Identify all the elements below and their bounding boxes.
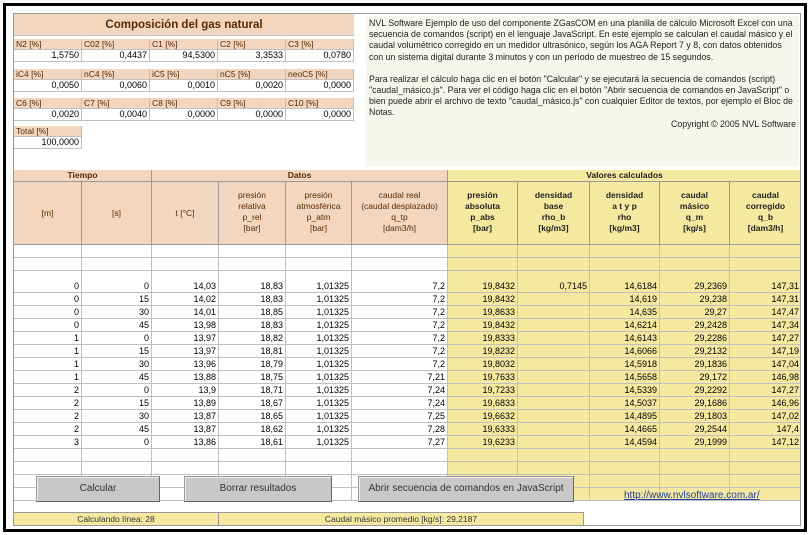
empty-cell[interactable]	[590, 258, 660, 271]
component-value[interactable]: 0,0000	[286, 109, 354, 121]
composicion-title: Composición del gas natural	[14, 14, 354, 36]
table-cell[interactable]: 13,97	[152, 345, 219, 358]
component-label: nC4 [%]	[82, 69, 150, 80]
empty-cell[interactable]	[14, 449, 82, 462]
col-presion-absoluta	[448, 182, 518, 245]
empty-cell[interactable]	[219, 258, 286, 271]
table-cell[interactable]	[518, 423, 590, 436]
header-line: q_m	[685, 212, 704, 222]
table-cell[interactable]: 1,01325	[286, 397, 352, 410]
component-label: C02 [%]	[82, 39, 150, 50]
component-label: C7 [%]	[82, 98, 150, 109]
header-line: caudal	[681, 190, 708, 200]
table-cell[interactable]: 1	[14, 371, 82, 384]
empty-cell[interactable]	[352, 245, 448, 258]
empty-cell[interactable]	[82, 449, 152, 462]
empty-cell[interactable]	[660, 245, 730, 258]
table-cell[interactable]: 7,24	[352, 397, 448, 410]
table-cell[interactable]: 1,01325	[286, 358, 352, 371]
empty-cell[interactable]	[730, 245, 801, 258]
empty-cell[interactable]	[286, 449, 352, 462]
table-cell[interactable]: 18,65	[219, 410, 286, 423]
component-value[interactable]: 0,0000	[218, 109, 286, 121]
empty-cell[interactable]	[14, 258, 82, 271]
table-cell[interactable]: 147,12	[730, 436, 801, 449]
table-cell[interactable]: 19,8232	[448, 345, 518, 358]
empty-cell[interactable]	[518, 258, 590, 271]
col-caudal-real	[352, 182, 448, 245]
empty-cell[interactable]	[730, 475, 801, 488]
table-cell[interactable]: 29,1836	[660, 358, 730, 371]
table-cell[interactable]: 1,01325	[286, 384, 352, 397]
header-line: absoluta	[465, 201, 500, 211]
table-cell[interactable]: 29,2132	[660, 345, 730, 358]
header-line: caudal real	[378, 190, 421, 200]
table-cell[interactable]	[518, 384, 590, 397]
spreadsheet	[13, 13, 801, 526]
component-value[interactable]: 0,0060	[82, 80, 150, 92]
table-cell[interactable]: 147,31	[730, 293, 801, 306]
table-cell[interactable]: 13,86	[152, 436, 219, 449]
header-line: base	[543, 201, 564, 211]
table-cell[interactable]: 29,1803	[660, 410, 730, 423]
table-cell[interactable]: 2	[14, 423, 82, 436]
empty-cell[interactable]	[152, 245, 219, 258]
table-cell[interactable]: 147,47	[730, 306, 801, 319]
col-presion-relativa	[219, 182, 286, 245]
component-value[interactable]: 0,0020	[218, 80, 286, 92]
table-cell[interactable]: 45	[82, 423, 152, 436]
header-line: p_rel	[242, 212, 262, 222]
table-cell[interactable]: 19,6233	[448, 436, 518, 449]
table-cell[interactable]: 147,27	[730, 384, 801, 397]
table-cell[interactable]: 14,02	[152, 293, 219, 306]
empty-cell[interactable]	[660, 258, 730, 271]
abrir-script-button[interactable]: Abrir secuencia de comandos en JavaScript	[358, 476, 574, 502]
table-cell[interactable]: 146,98	[730, 371, 801, 384]
table-cell[interactable]: 18,83	[219, 319, 286, 332]
table-cell[interactable]	[518, 306, 590, 319]
col-caudal-masico	[660, 182, 730, 245]
table-cell[interactable]: 1	[14, 358, 82, 371]
header-datos: Datos	[152, 170, 448, 182]
table-cell[interactable]: 1,01325	[286, 345, 352, 358]
table-cell[interactable]: 14,5037	[590, 397, 660, 410]
empty-cell[interactable]	[518, 462, 590, 475]
table-cell[interactable]	[518, 293, 590, 306]
info-description: NVL Software Ejemplo de uso del componente ZGasCOM en una planilla de cálculo Microsoft Excel con una secuencia de comandos (script) en el lenguaje JavaScript. En este ejemplo se calculan el caudal másico y el caudal volumétrico corregido en un medidor ultrasónico, según los AGA Report 7 y 8, con datos obtenidos con un sistema digital durante 3 minutos y con un período de muestreo de 15 segundos.	[369, 18, 793, 62]
status-promedio: Caudal másico promedio [kg/s]: 29,2187	[219, 512, 584, 525]
header-line: presión	[467, 190, 498, 200]
component-value[interactable]: 0,4437	[82, 50, 150, 62]
table-cell[interactable]: 0	[82, 280, 152, 293]
table-cell[interactable]: 147,31	[730, 280, 801, 293]
table-cell[interactable]: 30	[82, 410, 152, 423]
component-label: C10 [%]	[286, 98, 354, 109]
table-cell[interactable]: 19,6333	[448, 423, 518, 436]
table-cell[interactable]: 29,2544	[660, 423, 730, 436]
header-valores: Valores calculados	[448, 170, 801, 182]
empty-cell[interactable]	[152, 449, 219, 462]
table-cell[interactable]: 2	[14, 384, 82, 397]
table-cell[interactable]: 147,27	[730, 332, 801, 345]
table-cell[interactable]: 7,2	[352, 332, 448, 345]
empty-cell[interactable]	[82, 258, 152, 271]
component-value[interactable]: 3,3533	[218, 50, 286, 62]
header-line: másico	[679, 201, 710, 211]
table-cell[interactable]: 7,24	[352, 384, 448, 397]
table-cell[interactable]: 7,2	[352, 280, 448, 293]
empty-cell[interactable]	[590, 475, 660, 488]
table-cell[interactable]: 7,2	[352, 358, 448, 371]
empty-cell[interactable]	[448, 462, 518, 475]
empty-cell[interactable]	[590, 462, 660, 475]
table-cell[interactable]: 19,8432	[448, 293, 518, 306]
header-line: [bar]	[473, 223, 492, 233]
table-cell[interactable]: 147,19	[730, 345, 801, 358]
table-cell[interactable]: 14,6184	[590, 280, 660, 293]
col-minutos: [m]	[14, 182, 82, 245]
header-line: atmosférica	[296, 201, 341, 211]
table-cell[interactable]: 14,4895	[590, 410, 660, 423]
header-line: rho	[617, 212, 632, 222]
table-cell[interactable]: 18,67	[219, 397, 286, 410]
table-cell[interactable]: 3	[14, 436, 82, 449]
col-densidad-base	[518, 182, 590, 245]
header-line: p_atm	[306, 212, 331, 222]
table-cell[interactable]: 0	[14, 319, 82, 332]
empty-cell[interactable]	[14, 245, 82, 258]
table-cell[interactable]: 14,6143	[590, 332, 660, 345]
table-cell[interactable]: 29,2428	[660, 319, 730, 332]
status-lineas: Calculando línea: 28	[14, 512, 219, 525]
table-cell[interactable]: 18,61	[219, 436, 286, 449]
header-line: [kg/m3]	[538, 223, 569, 233]
table-cell[interactable]	[518, 332, 590, 345]
table-cell[interactable]: 13,87	[152, 423, 219, 436]
component-value[interactable]: 0,0010	[150, 80, 218, 92]
table-cell[interactable]: 18,85	[219, 306, 286, 319]
table-cell[interactable]: 147,4	[730, 423, 801, 436]
table-cell[interactable]: 14,5918	[590, 358, 660, 371]
table-cell[interactable]: 18,82	[219, 332, 286, 345]
header-tiempo: Tiempo	[14, 170, 152, 182]
window-frame	[3, 3, 807, 532]
empty-cell[interactable]	[518, 449, 590, 462]
table-cell[interactable]: 29,2369	[660, 280, 730, 293]
table-cell[interactable]: 1,01325	[286, 293, 352, 306]
table-cell[interactable]: 18,71	[219, 384, 286, 397]
table-cell[interactable]: 14,4594	[590, 436, 660, 449]
table-cell[interactable]: 13,9	[152, 384, 219, 397]
table-cell[interactable]: 18,83	[219, 293, 286, 306]
table-cell[interactable]: 15	[82, 397, 152, 410]
table-cell[interactable]: 1,01325	[286, 410, 352, 423]
empty-cell[interactable]	[152, 462, 219, 475]
empty-cell[interactable]	[660, 475, 730, 488]
table-cell[interactable]: 7,2	[352, 306, 448, 319]
empty-cell[interactable]	[152, 258, 219, 271]
header-line: rho_b	[541, 212, 566, 222]
component-label: C2 [%]	[218, 39, 286, 50]
table-cell[interactable]: 18,83	[219, 280, 286, 293]
empty-cell[interactable]	[352, 462, 448, 475]
table-cell[interactable]: 147,02	[730, 410, 801, 423]
empty-cell[interactable]	[219, 462, 286, 475]
component-label: C8 [%]	[150, 98, 218, 109]
table-cell[interactable]: 19,7233	[448, 384, 518, 397]
table-cell[interactable]: 14,635	[590, 306, 660, 319]
component-label: N2 [%]	[14, 39, 82, 50]
empty-cell[interactable]	[286, 462, 352, 475]
table-cell[interactable]	[518, 410, 590, 423]
empty-cell[interactable]	[352, 449, 448, 462]
header-line: [kg/s]	[683, 223, 706, 233]
table-cell[interactable]: 7,2	[352, 293, 448, 306]
table-cell[interactable]: 14,03	[152, 280, 219, 293]
component-label: C3 [%]	[286, 39, 354, 50]
table-cell[interactable]: 29,2286	[660, 332, 730, 345]
table-cell[interactable]: 14,5339	[590, 384, 660, 397]
table-cell[interactable]: 0	[82, 332, 152, 345]
component-label: neoC5 [%]	[286, 69, 354, 80]
header-line: presión	[238, 190, 266, 200]
table-cell[interactable]: 30	[82, 358, 152, 371]
borrar-resultados-button[interactable]: Borrar resultados	[184, 476, 332, 502]
table-cell[interactable]	[518, 436, 590, 449]
table-cell[interactable]: 29,27	[660, 306, 730, 319]
header-line: p_abs	[470, 212, 495, 222]
component-value[interactable]: 0,0000	[150, 109, 218, 121]
table-cell[interactable]: 29,238	[660, 293, 730, 306]
header-line: (caudal desplazado)	[361, 201, 438, 211]
table-cell[interactable]: 30	[82, 306, 152, 319]
table-cell[interactable]: 147,04	[730, 358, 801, 371]
table-cell[interactable]	[518, 319, 590, 332]
header-line: [dam3/h]	[747, 223, 784, 233]
component-value[interactable]: 0,0050	[14, 80, 82, 92]
component-value[interactable]: 94,5300	[150, 50, 218, 62]
empty-cell[interactable]	[286, 258, 352, 271]
table-cell[interactable]: 147,34	[730, 319, 801, 332]
empty-cell[interactable]	[518, 245, 590, 258]
table-cell[interactable]: 45	[82, 371, 152, 384]
empty-cell[interactable]	[590, 449, 660, 462]
header-line: q_b	[757, 212, 774, 222]
table-cell[interactable]: 15	[82, 293, 152, 306]
table-cell[interactable]: 14,619	[590, 293, 660, 306]
table-cell[interactable]: 13,89	[152, 397, 219, 410]
table-cell[interactable]	[518, 358, 590, 371]
table-cell[interactable]: 2	[14, 410, 82, 423]
info-panel	[366, 16, 799, 166]
header-line: corregido	[745, 201, 786, 211]
table-cell[interactable]	[518, 371, 590, 384]
table-cell[interactable]: 13,98	[152, 319, 219, 332]
table-cell[interactable]: 7,21	[352, 371, 448, 384]
table-cell[interactable]: 19,8432	[448, 319, 518, 332]
header-line: a t y p	[612, 201, 637, 211]
component-label: iC5 [%]	[150, 69, 218, 80]
empty-cell[interactable]	[352, 258, 448, 271]
table-cell[interactable]: 18,75	[219, 371, 286, 384]
table-cell[interactable]: 14,5658	[590, 371, 660, 384]
table-cell[interactable]: 1,01325	[286, 319, 352, 332]
col-presion-atmosferica	[286, 182, 352, 245]
table-cell[interactable]: 2	[14, 397, 82, 410]
table-cell[interactable]: 19,6632	[448, 410, 518, 423]
empty-cell[interactable]	[219, 449, 286, 462]
table-cell[interactable]: 19,8633	[448, 306, 518, 319]
table-cell[interactable]	[518, 397, 590, 410]
table-cell[interactable]: 29,172	[660, 371, 730, 384]
table-cell[interactable]: 13,97	[152, 332, 219, 345]
table-cell[interactable]: 18,79	[219, 358, 286, 371]
empty-cell[interactable]	[82, 462, 152, 475]
header-line: [dam3/h]	[382, 223, 417, 233]
copyright: Copyright © 2005 NVL Software	[671, 118, 796, 129]
table-cell[interactable]: 0	[82, 436, 152, 449]
table-cell[interactable]: 18,62	[219, 423, 286, 436]
table-cell[interactable]: 14,6066	[590, 345, 660, 358]
component-label: C6 [%]	[14, 98, 82, 109]
component-label: C9 [%]	[218, 98, 286, 109]
header-line: relativa	[238, 201, 266, 211]
table-cell[interactable]: 13,96	[152, 358, 219, 371]
table-cell[interactable]: 7,2	[352, 319, 448, 332]
table-cell[interactable]: 7,27	[352, 436, 448, 449]
header-line: presión	[304, 190, 333, 200]
table-cell[interactable]: 14,6214	[590, 319, 660, 332]
table-cell[interactable]: 13,88	[152, 371, 219, 384]
empty-cell[interactable]	[448, 449, 518, 462]
col-temperatura: t [°C]	[152, 182, 219, 245]
table-cell[interactable]: 7,25	[352, 410, 448, 423]
table-cell[interactable]: 19,6833	[448, 397, 518, 410]
table-cell[interactable]: 1,01325	[286, 423, 352, 436]
header-line: densidad	[605, 190, 644, 200]
table-cell[interactable]: 1,01325	[286, 332, 352, 345]
table-cell[interactable]: 14,01	[152, 306, 219, 319]
table-cell[interactable]: 14,4665	[590, 423, 660, 436]
component-value[interactable]: 0,0040	[82, 109, 150, 121]
table-cell[interactable]: 19,8032	[448, 358, 518, 371]
component-label: iC4 [%]	[14, 69, 82, 80]
table-cell[interactable]: 45	[82, 319, 152, 332]
table-cell[interactable]: 0	[14, 280, 82, 293]
empty-cell[interactable]	[730, 462, 801, 475]
empty-cell[interactable]	[590, 245, 660, 258]
info-instructions: Para realizar el cálculo haga clic en el botón "Calcular" y se ejecutará la secuencia de comandos (script) "caudal_másico.js". Para ver el código haga clic en el botón "Abrir secuencia de comandos en JavaScript" o bien puede abrir el archivo de texto "caudal_másico.js" con cualquier Editor de textos, por ejemplo el Bloc de Notas.	[369, 73, 793, 118]
header-line: caudal	[752, 190, 779, 200]
component-value[interactable]: 0,0000	[286, 80, 354, 92]
website-link[interactable]: http://www.nvlsoftware.com.ar/	[624, 490, 760, 501]
empty-cell[interactable]	[660, 462, 730, 475]
col-segundos: [s]	[82, 182, 152, 245]
calcular-button[interactable]: Calcular	[36, 476, 160, 502]
header-line: [bar]	[243, 223, 261, 233]
table-cell[interactable]: 1	[14, 345, 82, 358]
header-line: densidad	[534, 190, 573, 200]
header-line: q_tp	[391, 212, 408, 222]
table-cell[interactable]: 1,01325	[286, 436, 352, 449]
empty-cell[interactable]	[82, 245, 152, 258]
empty-cell[interactable]	[448, 245, 518, 258]
table-cell[interactable]	[518, 345, 590, 358]
table-cell[interactable]: 18,81	[219, 345, 286, 358]
table-cell[interactable]: 1,01325	[286, 306, 352, 319]
table-cell[interactable]: 1,01325	[286, 371, 352, 384]
table-cell[interactable]: 13,87	[152, 410, 219, 423]
table-cell[interactable]: 19,8333	[448, 332, 518, 345]
empty-cell[interactable]	[14, 462, 82, 475]
table-cell[interactable]: 19,8432	[448, 280, 518, 293]
component-value[interactable]: 0,0780	[286, 50, 354, 62]
component-value[interactable]: 0,0020	[14, 109, 82, 121]
empty-cell[interactable]	[286, 245, 352, 258]
table-cell[interactable]: 146,96	[730, 397, 801, 410]
table-cell[interactable]: 29,2292	[660, 384, 730, 397]
table-cell[interactable]: 1	[14, 332, 82, 345]
total-value[interactable]: 100,0000	[14, 137, 82, 149]
table-cell[interactable]: 7,28	[352, 423, 448, 436]
col-caudal-corregido	[730, 182, 801, 245]
header-line: [kg/m3]	[609, 223, 640, 233]
col-densidad	[590, 182, 660, 245]
table-cell[interactable]: 29,1999	[660, 436, 730, 449]
component-value[interactable]: 1,5750	[14, 50, 82, 62]
table-cell[interactable]: 29,1686	[660, 397, 730, 410]
total-label: Total [%]	[14, 126, 82, 137]
table-cell[interactable]: 15	[82, 345, 152, 358]
table-cell[interactable]: 0	[82, 384, 152, 397]
table-cell[interactable]: 0,7145	[518, 280, 590, 293]
component-label: C1 [%]	[150, 39, 218, 50]
table-cell[interactable]: 0	[14, 293, 82, 306]
header-line: [bar]	[309, 223, 327, 233]
empty-cell[interactable]	[730, 449, 801, 462]
empty-cell[interactable]	[448, 258, 518, 271]
table-cell[interactable]: 19,7633	[448, 371, 518, 384]
component-label: nC5 [%]	[218, 69, 286, 80]
table-cell[interactable]: 1,01325	[286, 280, 352, 293]
table-cell[interactable]: 7,2	[352, 345, 448, 358]
empty-cell[interactable]	[660, 449, 730, 462]
table-cell[interactable]: 0	[14, 306, 82, 319]
empty-cell[interactable]	[730, 258, 801, 271]
empty-cell[interactable]	[219, 245, 286, 258]
